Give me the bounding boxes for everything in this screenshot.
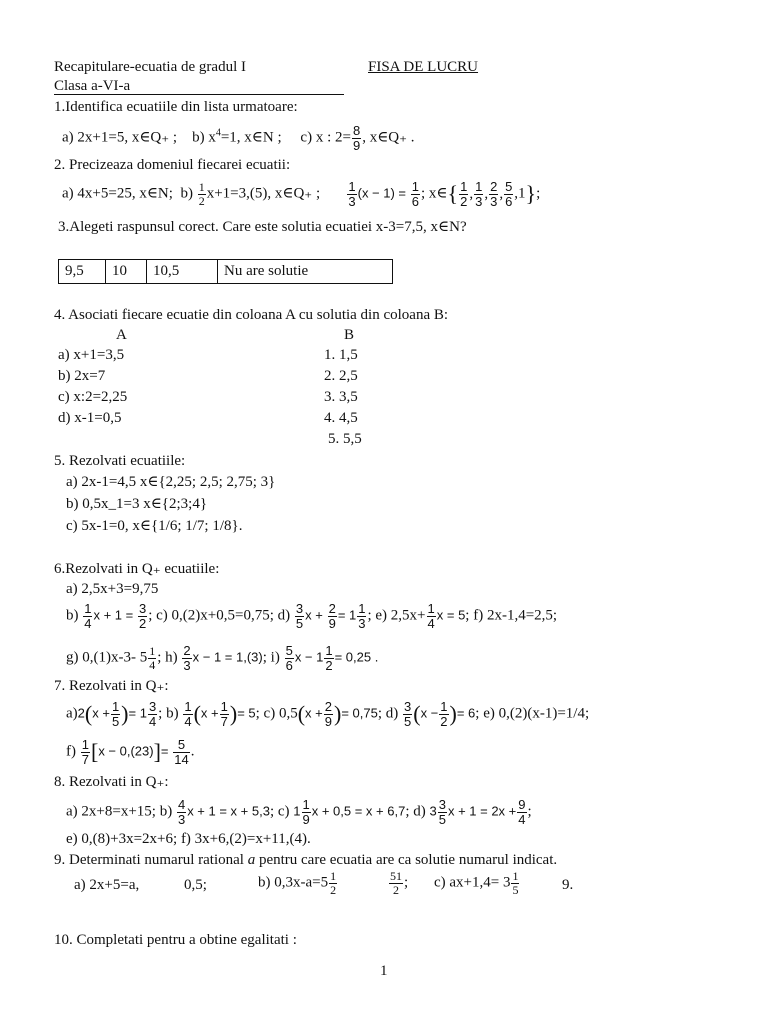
q3-title: 3.Alegeti raspunsul corect. Care este solutia ecuatiei x-3=7,5, x∈N? (58, 219, 467, 235)
header-title: Recapitulare-ecuatia de gradul I (54, 59, 246, 75)
q2-c-set-pre: ; x∈ (421, 185, 448, 202)
q4-b-item: 1. 1,5 (324, 347, 358, 363)
q2-set-element: $\frac{2}{3}$ (490, 179, 498, 209)
q2-b-post: x+1=3,(5), x∈Q₊ ; (206, 185, 321, 202)
q2-items (62, 180, 540, 208)
q8-line-a-d: a) 2x+8=x+15; b) $\frac{4}{3}$ x + 1 = x + 5,3; c) 1 $\frac{1}{9}$ x + 0,5 = x + 6,7; d) 3 $\frac{3}{5}$ x + 1 = 2x + $\frac{9}{4}$ ; (66, 797, 532, 827)
header-rule (54, 94, 344, 95)
q9-a-solution: 0,5; (184, 877, 207, 893)
q2-b-fraction: $\frac{1}{2}$ (198, 180, 205, 208)
q2-set-element: $\frac{1}{3}$ (475, 179, 483, 209)
q2-c-frac1: $\frac{1}{3}$ (348, 179, 356, 209)
q9-b: b) 0,3x-a=5 $\frac{1}{2}$ (258, 869, 337, 897)
q3-options-table (58, 259, 393, 284)
q1-c-pre: c) x : 2= (300, 129, 351, 146)
q5-b: b) 0,5x_1=3 x∈{2;3;4} (66, 496, 208, 512)
q1-a: a) 2x+1=5, x∈Q₊ ; (62, 129, 178, 146)
header-class: Clasa a-VI-a (54, 78, 131, 94)
q3-option-2: 10 (106, 260, 147, 284)
q1-items (62, 124, 415, 152)
q3-option-1: 9,5 (59, 260, 106, 284)
q1-b-sup: 4 (215, 127, 221, 139)
q7-line-a-e: a)2(x + $\frac{1}{5}$ )= 1 $\frac{3}{4}$ ; b) $\frac{1}{4}$ (x + $\frac{1}{7}$ )= 5; c) 0,5(x + $\frac{2}{9}$ )= 0,75; d) $\frac{3}{5}$ (x − $\frac{1}{2}$ )= 6; e) 0,(2)(x-1)=1/4; (66, 699, 590, 729)
q9-title: 9. Determinati numarul rational a pentru care ecuatia are ca solutie numarul indicat. (54, 852, 558, 868)
q8-title: 8. Rezolvati in Q₊: (54, 774, 169, 790)
q4-a-item: a) x+1=3,5 (58, 347, 125, 363)
q4-b-item: 5. 5,5 (328, 431, 362, 447)
q2-a: a) 4x+5=25, x∈N; (62, 185, 173, 202)
q2-set-open-brace: { (447, 181, 459, 207)
q2-set-last: ,1 (514, 185, 526, 202)
q4-b-item: 3. 3,5 (324, 389, 358, 405)
q8-line-e-f: e) 0,(8)+3x=2x+6; f) 3x+6,(2)=x+11,(4). (66, 831, 311, 847)
q2-set: $\frac{1}{2}$ , $\frac{1}{3}$ , $\frac{2}{3}$ , $\frac{5}{6}$ (460, 179, 513, 209)
q1-c-post: , x∈Q₊ . (362, 129, 415, 146)
q10-title: 10. Completati pentru a obtine egalitati : (54, 932, 297, 948)
q4-a-item: c) x:2=2,25 (58, 389, 128, 405)
q2-set-element: $\frac{1}{2}$ (460, 179, 468, 209)
q2-set-close-brace: } (525, 181, 537, 207)
q2-end: ; (536, 185, 541, 202)
q2-set-element: $\frac{5}{6}$ (505, 179, 513, 209)
q4-a-item: b) 2x=7 (58, 368, 106, 384)
q2-c-mid: (x − 1) = (357, 185, 407, 201)
q4-b-item: 4. 4,5 (324, 410, 358, 426)
q2-title: 2. Precizeaza domeniul fiecarei ecuatii: (54, 157, 291, 173)
q9-c: c) ax+1,4= 3 $\frac{1}{5}$ (434, 869, 519, 897)
q4-col-a-header: A (116, 327, 127, 343)
q1-b-post: =1, x∈N ; (220, 129, 282, 146)
q4-a-item: d) x-1=0,5 (58, 410, 122, 426)
q5-title: 5. Rezolvati ecuatiile: (54, 453, 186, 469)
q1-b-pre: b) x (192, 129, 216, 146)
q4-col-b-header: B (344, 327, 355, 343)
q2-c-frac2: $\frac{1}{6}$ (411, 179, 420, 209)
q9-b-solution: $\frac{51}{2}$ ; (390, 869, 409, 897)
q1-title: 1.Identifica ecuatiile din lista urmatoare: (54, 99, 298, 115)
q6-line-g-i: g) 0,(1)x-3- 5 $\frac{1}{4}$ ; h) $\frac{2}{3}$ x − 1 = 1,(3); i) $\frac{5}{6}$ x − 1 $\frac{1}{2}$ = 0,25 . (66, 643, 379, 673)
q9-a: a) 2x+5=a, (74, 877, 140, 893)
q4-title: 4. Asociati fiecare ecuatie din coloana A cu solutia din coloana B: (54, 307, 449, 323)
q9-c-solution: 9. (562, 877, 574, 893)
q6-line-b-f: b) $\frac{1}{4}$ x + 1 = $\frac{3}{2}$ ; c) 0,(2)x+0,5=0,75; d) $\frac{3}{5}$ x + $\frac{2}{9}$ = 1 $\frac{1}{3}$ ; e) 2,5x+ $\frac{1}{4}$ x = 5; f) 2x-1,4=2,5; (66, 601, 558, 631)
q5-a: a) 2x-1=4,5 x∈{2,25; 2,5; 2,75; 3} (66, 474, 276, 490)
header-worksheet-label: FISA DE LUCRU (368, 59, 479, 75)
q6-title: 6.Rezolvati in Q₊ ecuatiile: (54, 561, 220, 577)
q6-a: a) 2,5x+3=9,75 (66, 581, 159, 597)
page-number: 1 (380, 963, 388, 979)
q2-b-pre: b) (180, 185, 193, 202)
q1-c-fraction: $\frac{8}{9}$ (352, 123, 361, 153)
q7-line-f: f) $\frac{1}{7}$ [x − 0,(23)]= $\frac{5}{14}$ . (66, 737, 195, 767)
q3-option-3: 10,5 (147, 260, 218, 284)
q4-b-item: 2. 2,5 (324, 368, 358, 384)
q7-title: 7. Rezolvati in Q₊: (54, 678, 169, 694)
q3-option-4: Nu are solutie (218, 260, 393, 284)
q5-c: c) 5x-1=0, x∈{1/6; 1/7; 1/8}. (66, 518, 243, 534)
